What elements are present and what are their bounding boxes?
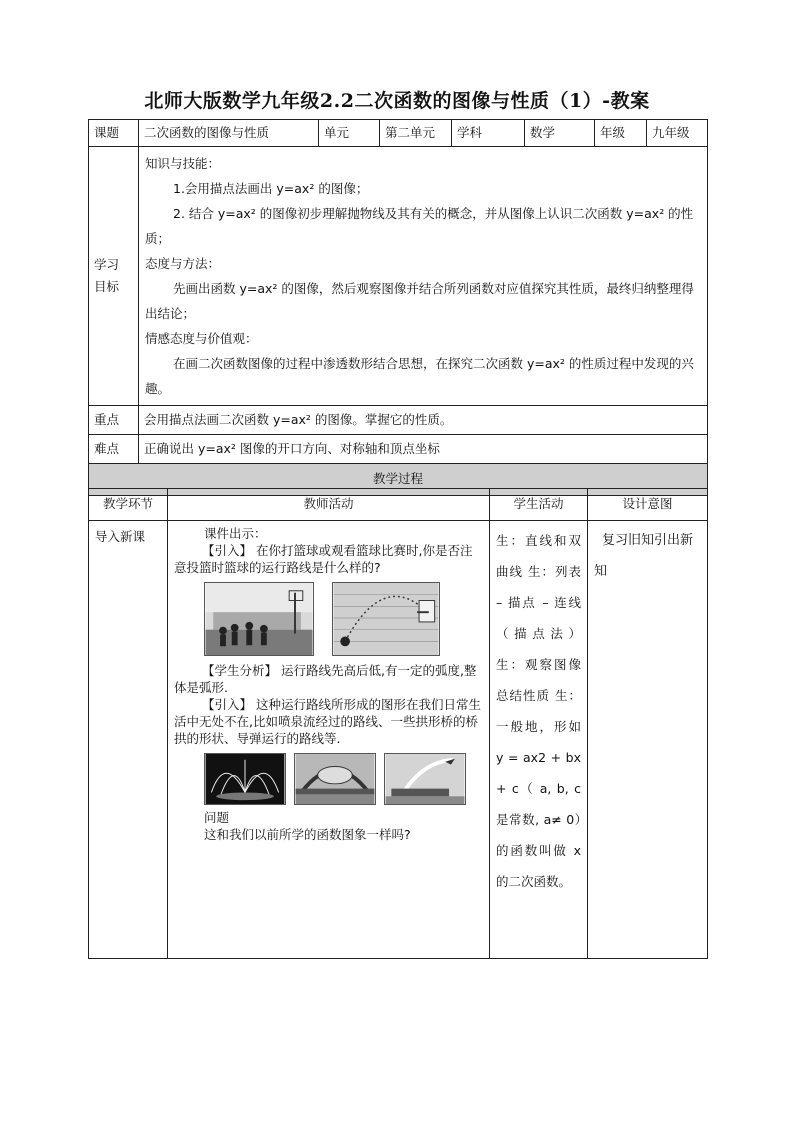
topic-value: 二次函数的图像与性质	[139, 120, 319, 147]
objectives-label: 学习 目标	[89, 147, 139, 406]
basketball-court-photo	[204, 582, 314, 656]
design-intent: 复习旧知引出新知	[588, 521, 708, 959]
grade-label: 年级	[595, 120, 647, 147]
header-stage: 教学环节	[89, 489, 168, 521]
student-activity: 生：直线和双曲线 生：列表 – 描点 – 连线（描点法） 生：观察图像总结性质 生：一般地，形如 y = ax2 + bx + c（ a, b, c 是常数, a≠ 0）的函数叫做 x 的二次函数。	[490, 521, 588, 959]
emotion-heading: 情感态度与价值观：	[145, 331, 258, 346]
grade-value: 九年级	[647, 120, 708, 147]
topic-label: 课题	[89, 120, 139, 147]
knowledge-item-1: 1.会用描点法画出 y=ax² 的图像；	[173, 181, 369, 196]
difficulty-label: 难点	[89, 435, 139, 464]
page-title: 北师大版数学九年级2.2二次函数的图像与性质（1）-教案	[144, 90, 650, 112]
header-student: 学生活动	[490, 489, 588, 521]
process-title: 教学过程	[89, 464, 708, 496]
basketball-trajectory-drawing	[332, 582, 440, 656]
fountain-photo	[204, 753, 286, 805]
arch-bridge-photo	[294, 753, 376, 805]
stage-name: 导入新课	[89, 521, 168, 959]
subject-value: 数学	[525, 120, 595, 147]
teacher-p6: 这和我们以前所学的函数图象一样吗?	[204, 827, 411, 842]
teacher-p3: 【学生分析】 运行路线先高后低,有一定的弧度,整体是弧形.	[174, 663, 477, 695]
parabola-examples-images	[204, 753, 483, 805]
header-design: 设计意图	[588, 489, 708, 521]
basketball-images	[204, 582, 483, 656]
knowledge-item-2: 2. 结合 y=ax² 的图像初步理解抛物线及其有关的概念，并从图像上认识二次函数 y=ax² 的性质；	[145, 206, 694, 246]
teacher-p1: 课件出示：	[204, 526, 267, 541]
difficulty-text: 正确说出 y=ax² 图像的开口方向、对称轴和顶点坐标	[139, 435, 708, 464]
unit-label: 单元	[319, 120, 380, 147]
unit-value: 第二单元	[380, 120, 452, 147]
attitude-item: 先画出函数 y=ax² 的图像，然后观察图像并结合所列函数对应值探究其性质，最终归纳整理得出结论；	[145, 281, 694, 321]
key-points-label: 重点	[89, 406, 139, 435]
lesson-info-table	[88, 119, 708, 496]
process-table	[88, 488, 708, 959]
teacher-p2: 【引入】 在你打篮球或观看篮球比赛时,你是否注意投篮时篮球的运行路线是什么样的?	[174, 543, 473, 575]
missile-launch-photo	[384, 753, 466, 805]
subject-label: 学科	[452, 120, 525, 147]
knowledge-heading: 知识与技能：	[145, 156, 221, 171]
objectives-content	[139, 147, 708, 406]
attitude-heading: 态度与方法：	[145, 256, 221, 271]
teacher-p5: 问题	[204, 810, 230, 825]
teacher-activity	[168, 521, 490, 959]
teacher-p4: 【引入】 这种运行路线所形成的图形在我们日常生活中无处不在,比如喷泉流经过的路线、一些拱形桥的桥拱的形状、导弹运行的路线等.	[174, 697, 481, 746]
key-points-text: 会用描点法画二次函数 y=ax² 的图像。掌握它的性质。	[139, 406, 708, 435]
header-teacher: 教师活动	[168, 489, 490, 521]
emotion-item: 在画二次函数图像的过程中渗透数形结合思想，在探究二次函数 y=ax² 的性质过程中发现的兴趣。	[145, 356, 694, 396]
